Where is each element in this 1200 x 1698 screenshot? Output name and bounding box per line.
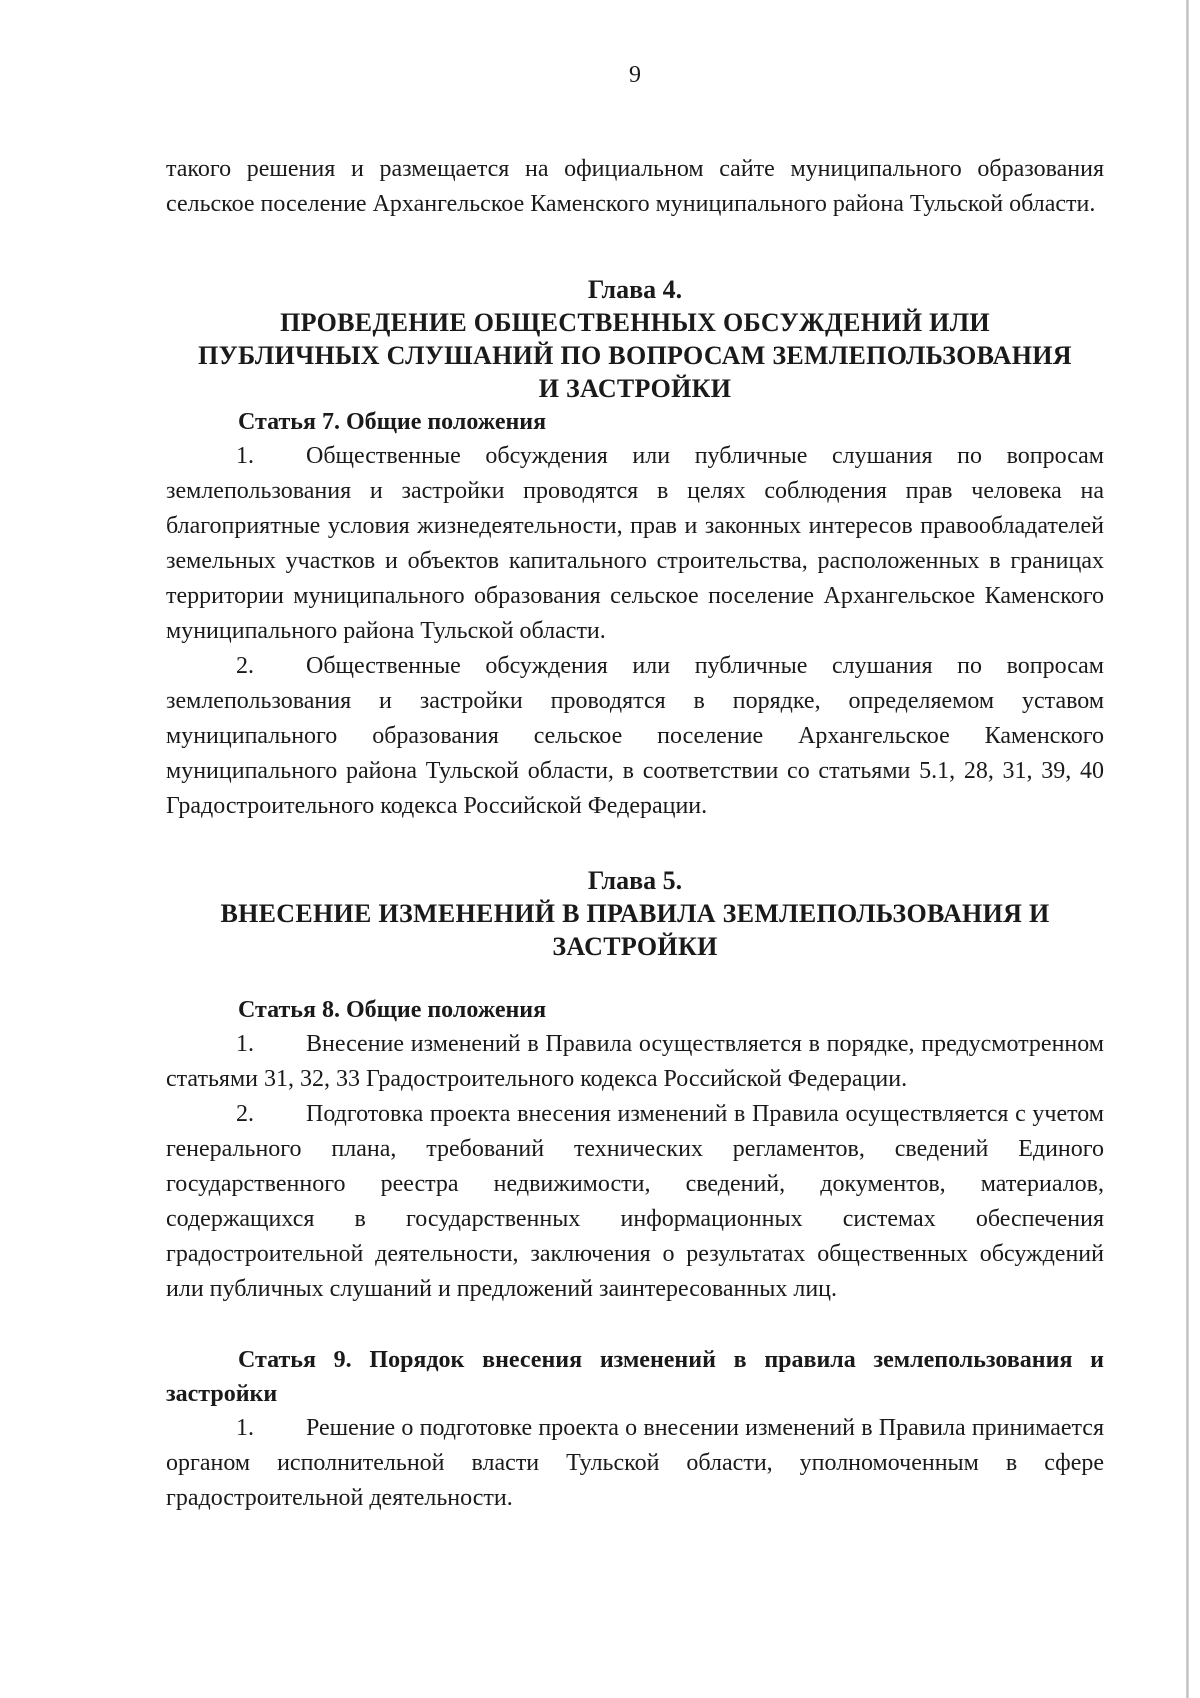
item-text: Внесение изменений в Правила осуществляется в порядке, предусмотренном статьями 31, 32, 33 Градостроительного кодекса Российской Федерации. xyxy=(166,1031,1104,1092)
article-9-heading: Статья 9. Порядок внесения изменений в правила землепользования и застройки xyxy=(166,1347,1104,1407)
item-number: 2. xyxy=(236,1101,254,1127)
article-8-item-2 xyxy=(166,1097,1104,1307)
item-number: 1. xyxy=(236,443,254,469)
chapter-5-title-line-2: ЗАСТРОЙКИ xyxy=(552,932,718,961)
page-number: 9 xyxy=(629,62,641,88)
item-text: Подготовка проекта внесения изменений в Правила осуществляется с учетом генерального плана, требований технических регламентов, сведений Единого государственного реестра недвижимости, сведений, документов, материалов, содержащихся в государственных информационных системах обеспечения градостроительной деятельности, заключения о результатах общественных обсуждений или публичных слушаний и предложений заинтересованных лиц. xyxy=(166,1101,1104,1302)
chapter-4-label: Глава 4. xyxy=(587,275,683,304)
article-8-heading: Статья 8. Общие положения xyxy=(238,997,547,1023)
document-page xyxy=(166,60,1104,1516)
article-8-item-1 xyxy=(166,1027,1104,1097)
item-text: Общественные обсуждения или публичные слушания по вопросам землепользования и застройки проводятся в целях соблюдения прав человека на благоприятные условия жизнедеятельности, прав и законных интересов правообладателей земельных участков и объектов капитального строительства, расположенных в границах территории муниципального образования сельское поселение Архангельское Каменского муниципального района Тульской области. xyxy=(166,443,1104,644)
chapter-4-title-line-1: ПРОВЕДЕНИЕ ОБЩЕСТВЕННЫХ ОБСУЖДЕНИЙ ИЛИ xyxy=(280,308,990,337)
item-number: 2. xyxy=(236,653,254,679)
article-7-heading: Статья 7. Общие положения xyxy=(238,409,547,435)
item-number: 1. xyxy=(236,1415,254,1441)
chapter-4-title-line-2: ПУБЛИЧНЫХ СЛУШАНИЙ ПО ВОПРОСАМ ЗЕМЛЕПОЛЬЗОВАНИЯ xyxy=(198,341,1072,370)
article-9-item-1 xyxy=(166,1411,1104,1516)
item-text: Общественные обсуждения или публичные слушания по вопросам землепользования и застройки проводятся в порядке, определяемом уставом муниципального образования сельское поселение Архангельское Каменского муниципального района Тульской области, в соответствии со статьями 5.1, 28, 31, 39, 40 Градостроительного кодекса Российской Федерации. xyxy=(166,653,1104,819)
item-text: Решение о подготовке проекта о внесении изменений в Правила принимается органом исполнительной власти Тульской области, уполномоченным в сфере градостроительной деятельности. xyxy=(166,1415,1104,1511)
chapter-5-title-line-1: ВНЕСЕНИЕ ИЗМЕНЕНИЙ В ПРАВИЛА ЗЕМЛЕПОЛЬЗОВАНИЯ И xyxy=(220,899,1050,928)
chapter-4-title-line-3: И ЗАСТРОЙКИ xyxy=(538,374,732,403)
article-7-item-2 xyxy=(166,649,1104,824)
chapter-5-label: Глава 5. xyxy=(587,866,683,895)
page-edge-line xyxy=(1186,0,1189,1698)
item-number: 1. xyxy=(236,1031,254,1057)
intro-paragraph: такого решения и размещается на официальном сайте муниципального образования сельское поселение Архангельское Каменского муниципального района Тульской области. xyxy=(166,156,1104,217)
article-7-item-1 xyxy=(166,439,1104,649)
